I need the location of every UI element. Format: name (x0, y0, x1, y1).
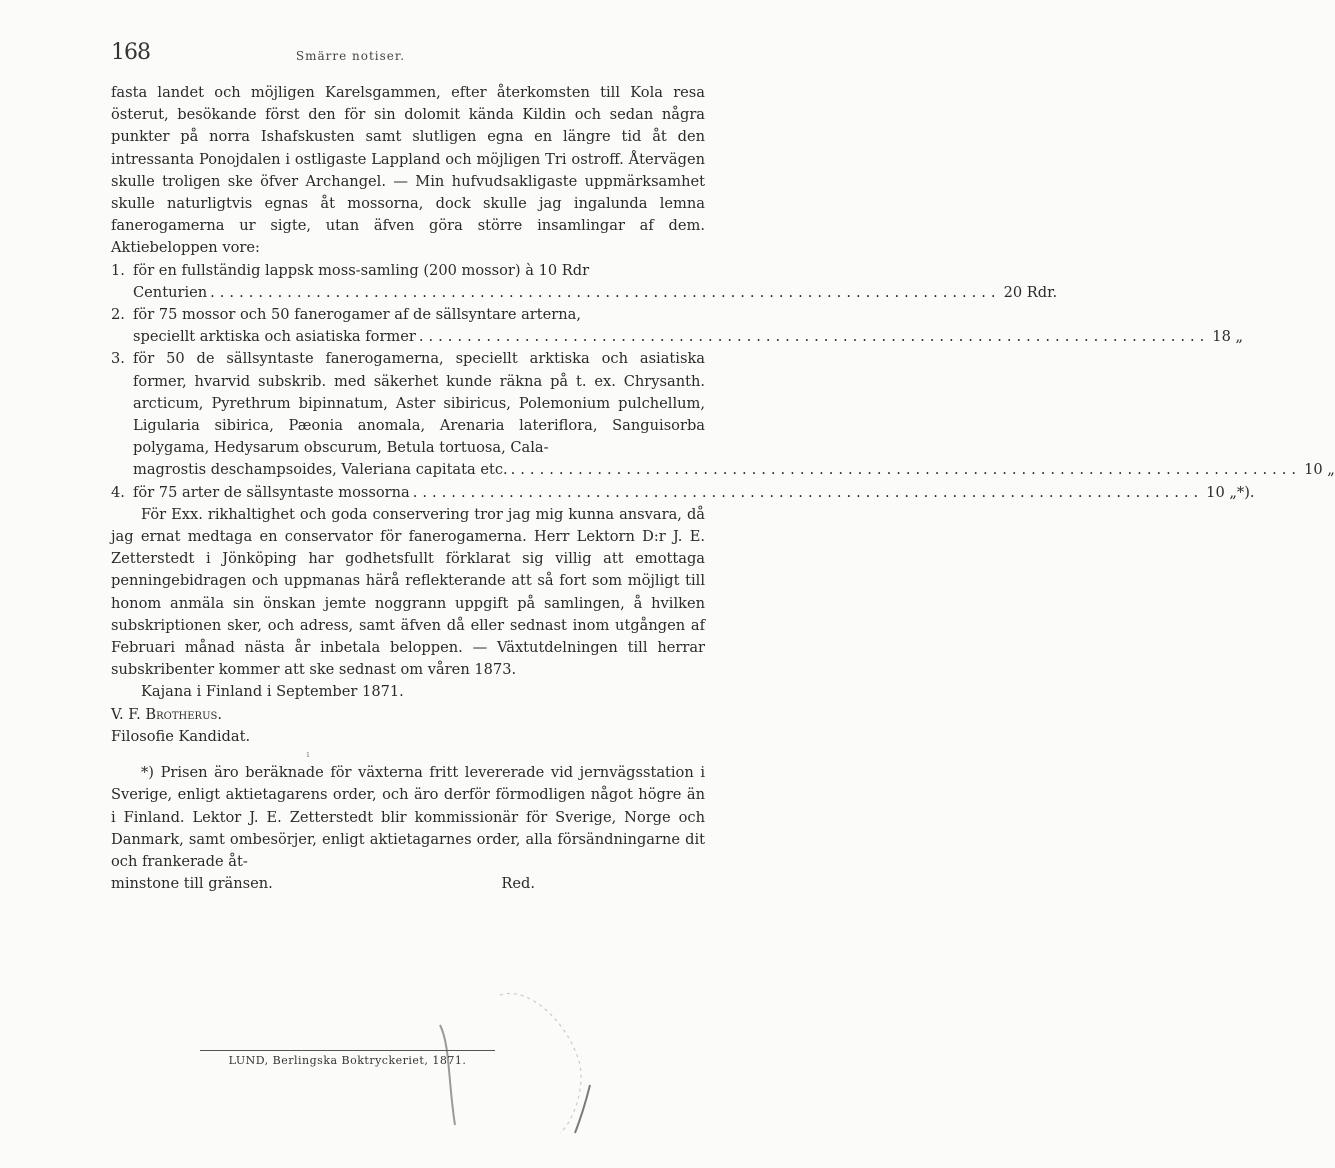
item-total-row (133, 282, 1058, 304)
list-item (111, 260, 1058, 304)
item-text: för 50 de sällsyntaste fanerogamerna, speciellt arktiska och asiatiska former, hvarvid subskrib. med säkerhet kunde räkna på t. ex. Chrysanth. arcticum, Pyrethrum bipinnatum, Aster sibiricus, Polemonium pulchellum, Ligularia sibirica, Pæonia anomala, Arenaria lateriflora, Sanguisorba polygama, Hedysarum obscurum, Betula tortuosa, Cala- (133, 350, 705, 457)
page-number: 168 (111, 40, 150, 65)
running-title: Smärre notiser. (295, 49, 406, 63)
item-amount: 20 Rdr. (1003, 283, 1058, 301)
printer-imprint: LUND, Berlingska Boktryckeriet, 1871. (228, 1054, 467, 1067)
item-number: 4. (111, 483, 125, 501)
article-body (111, 82, 1335, 895)
footnote-text: *) Prisen äro beräknade för växterna fritt levererade vid jernvägsstation i Sverige, enligt aktietagarens order, och äro derför förmodligen något högre än i Finland. Lektor J. E. Zetterstedt blir kommissionär för Sverige, Norge och Danmark, samt ombesörjer, enligt aktietagarnes order, alla försändningarne dit och frankerade åt- (111, 764, 705, 870)
list-item (111, 482, 1255, 504)
item-number: 2. (111, 306, 125, 324)
leader-dots: .................................................................................. (510, 461, 1302, 479)
item-total-row (133, 459, 1335, 481)
signature-title: Filosofie Kandidat. (111, 727, 251, 745)
item-text: för 75 mossor och 50 fanerogamer af de sällsyntare arterna, (133, 306, 581, 324)
leader-dots: .................................................................................. (210, 283, 1001, 301)
imprint-rule (200, 1050, 495, 1051)
footnote-last-line: minstone till gränsen. (111, 875, 273, 893)
separator-mark: ı (306, 750, 310, 761)
item-last-line: Centurien (133, 283, 208, 301)
item-last-line: för 75 arter de sällsyntaste mossorna (133, 483, 410, 501)
item-last-line: magrostis deschampsoides, Valeriana capitata etc. (133, 461, 508, 479)
item-amount: 10 „*). (1206, 483, 1255, 501)
list-item (111, 304, 1244, 348)
place-date: Kajana i Finland i September 1871. (141, 683, 404, 701)
item-total-row (133, 326, 1244, 348)
item-number: 1. (111, 261, 125, 279)
item-number: 3. (111, 350, 125, 368)
footnote-signed: Red. (501, 875, 535, 893)
intro-paragraph: fasta landet och möjligen Karelsgammen, efter återkomsten till Kola resa österut, besökande först den för sin dolomit kända Kildin och sedan några punkter på norra Ishafskusten samt slutligen egna en längre tid åt den intressanta Ponojdalen i ostligaste Lappland och möjligen Tri ostroff. Återvägen skulle troligen ske öfver Archangel. — Min hufvudsakligaste uppmärksamhet skulle naturligtvis egnas åt mossorna, dock skulle jag ingalunda lemna fanerogamerna ur sigte, utan äfven göra större insamlingar af dem. Aktiebeloppen vore: (111, 84, 705, 257)
footnote-last-row (111, 873, 705, 895)
list-item (111, 348, 1335, 481)
leader-dots: .................................................................................. (418, 328, 1210, 346)
closing-paragraph: För Exx. rikhaltighet och goda conservering tror jag mig kunna ansvara, då jag ernat medtaga en conservator för fanerogamerna. Herr Lektorn D:r J. E. Zetterstedt i Jönköping har godhetsfullt förklarat sig villig att emottaga penningebidragen och uppmanas härå reflekterande att så fort som möjligt till honom anmäla sin önskan jemte noggrann uppgift på samlingen, å hvilken subskriptionen sker, och adress, samt äfven då eller sednast inom utgången af Februari månad nästa år inbetala beloppen. — Växtutdelningen till herrar subskribenter kommer att ske sednast om våren 1873. (111, 505, 705, 679)
item-amount: 10 „ (1304, 461, 1335, 479)
item-amount: 18 „ (1212, 328, 1244, 346)
leader-dots: .................................................................................. (412, 483, 1204, 501)
item-total-row (133, 482, 1255, 504)
item-text: för en fullständig lappsk moss-samling (200 mossor) à 10 Rdr (133, 261, 590, 279)
item-last-line: speciellt arktiska och asiatiska former (133, 328, 416, 346)
signature-name: V. F. Brotherus. (111, 705, 222, 723)
